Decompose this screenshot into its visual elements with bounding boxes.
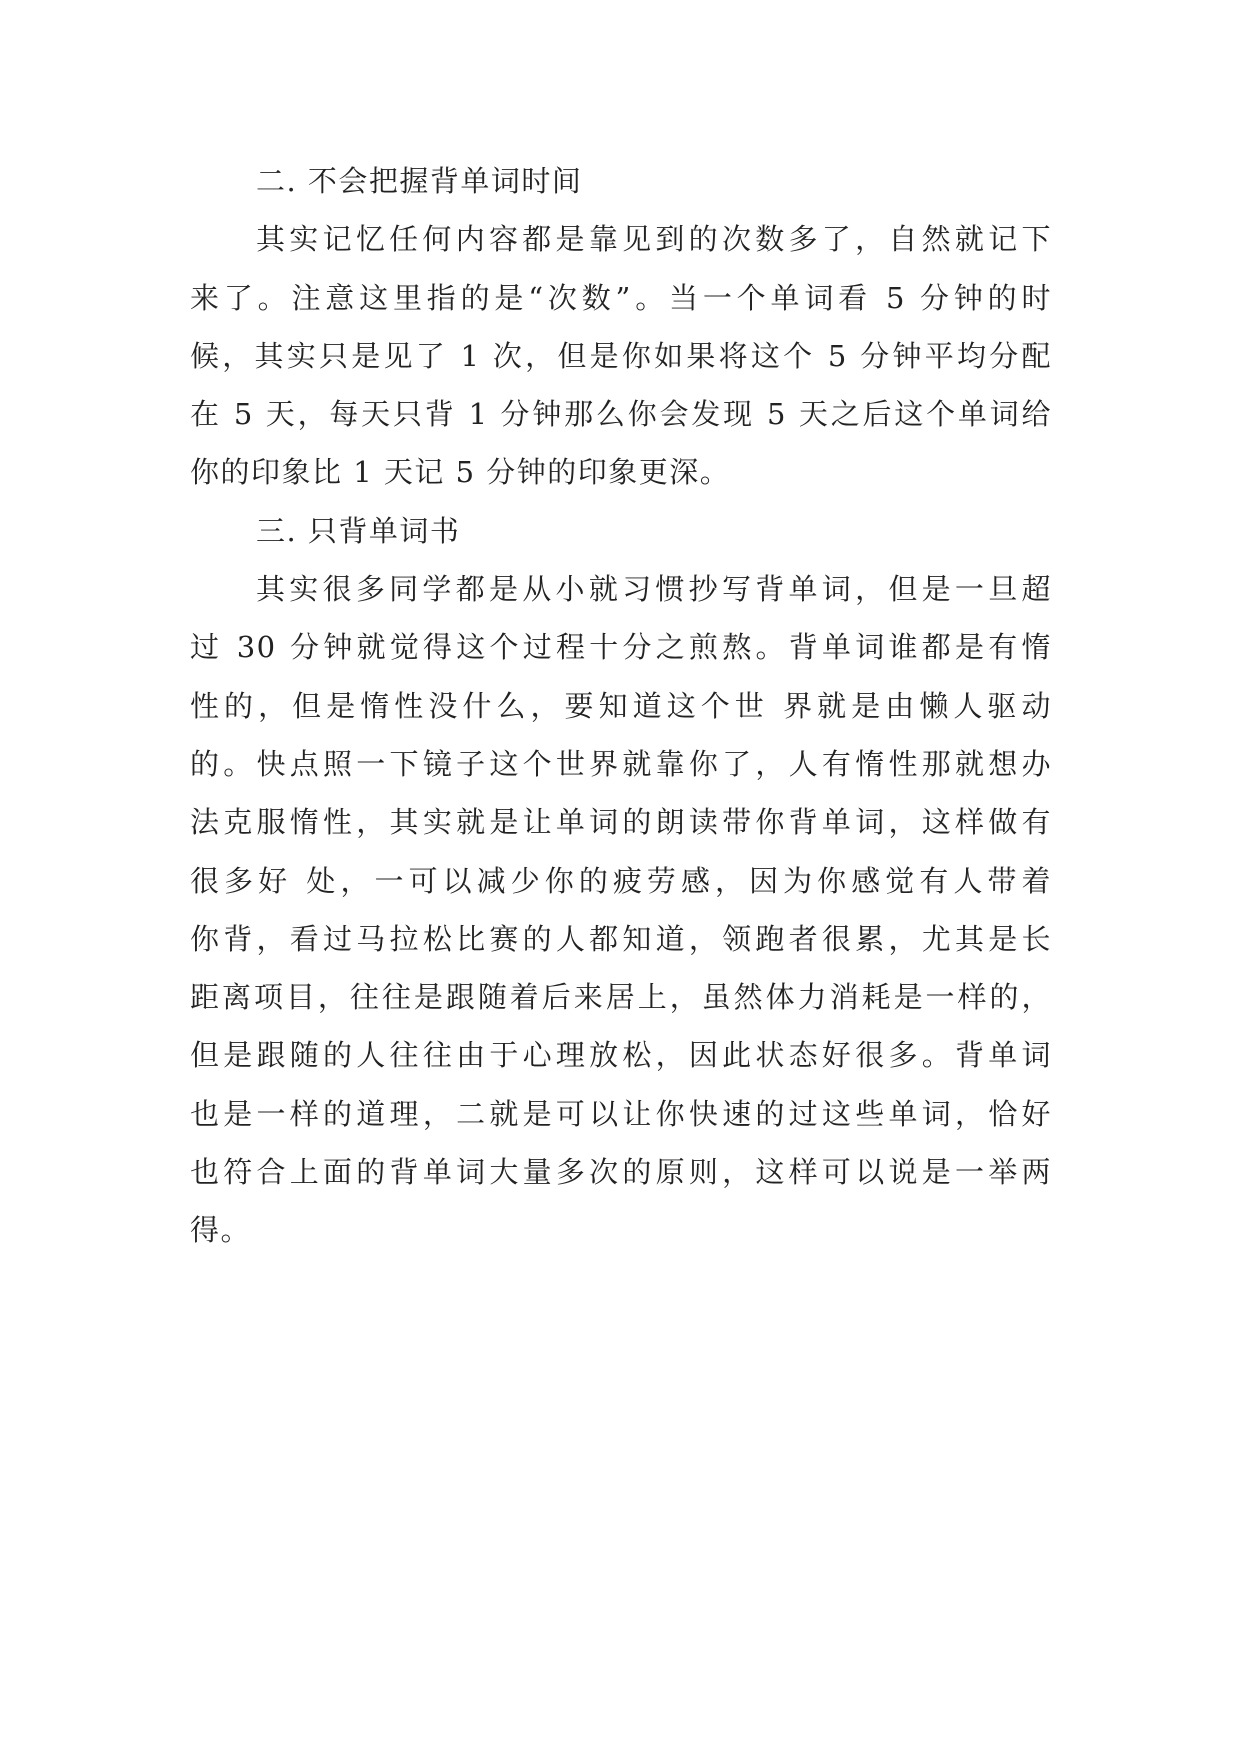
paragraph-line: 也符合上面的背单词大量多次的原则，这样可以说是一举两 xyxy=(190,1155,1052,1190)
paragraph-line: 也是一样的道理，二就是可以让你快速的过这些单词，恰好 xyxy=(190,1096,1052,1131)
paragraph-line: 候，其实只是见了 1 次，但是你如果将这个 5 分钟平均分配 xyxy=(190,338,1052,373)
section-paragraph-2 xyxy=(190,210,1052,501)
document-body xyxy=(190,152,1052,1260)
paragraph-line: 其实很多同学都是从小就习惯抄写背单词，但是一旦超 xyxy=(256,572,1052,607)
paragraph-line: 距离项目，往往是跟随着后来居上，虽然体力消耗是一样的， xyxy=(190,980,1052,1015)
paragraph-line: 你背，看过马拉松比赛的人都知道，领跑者很累，尤其是长 xyxy=(190,921,1052,956)
paragraph-line: 性的，但是惰性没什么，要知道这个世 界就是由懒人驱动 xyxy=(190,688,1052,723)
paragraph-line: 在 5 天，每天只背 1 分钟那么你会发现 5 天之后这个单词给 xyxy=(190,397,1052,432)
section-heading-3: 三. 只背单词书 xyxy=(256,513,461,548)
paragraph-line: 得。 xyxy=(190,1213,252,1248)
paragraph-line: 其实记忆任何内容都是靠见到的次数多了，自然就记下 xyxy=(256,222,1052,257)
section-heading-2: 二. 不会把握背单词时间 xyxy=(256,164,583,198)
paragraph-line: 过 30 分钟就觉得这个过程十分之煎熬。背单词谁都是有惰 xyxy=(190,630,1052,665)
paragraph-line: 很多好 处，一可以减少你的疲劳感，因为你感觉有人带着 xyxy=(190,863,1052,898)
paragraph-line: 的。快点照一下镜子这个世界就靠你了，人有惰性那就想办 xyxy=(190,746,1052,781)
paragraph-line: 来了。注意这里指的是“次数”。当一个单词看 5 分钟的时 xyxy=(190,280,1052,315)
paragraph-line: 法克服惰性，其实就是让单词的朗读带你背单词，这样做有 xyxy=(190,805,1052,840)
section-paragraph-3 xyxy=(190,560,1052,1260)
paragraph-line: 你的印象比 1 天记 5 分钟的印象更深。 xyxy=(190,455,731,490)
paragraph-line: 但是跟随的人往往由于心理放松，因此状态好很多。背单词 xyxy=(190,1038,1052,1073)
